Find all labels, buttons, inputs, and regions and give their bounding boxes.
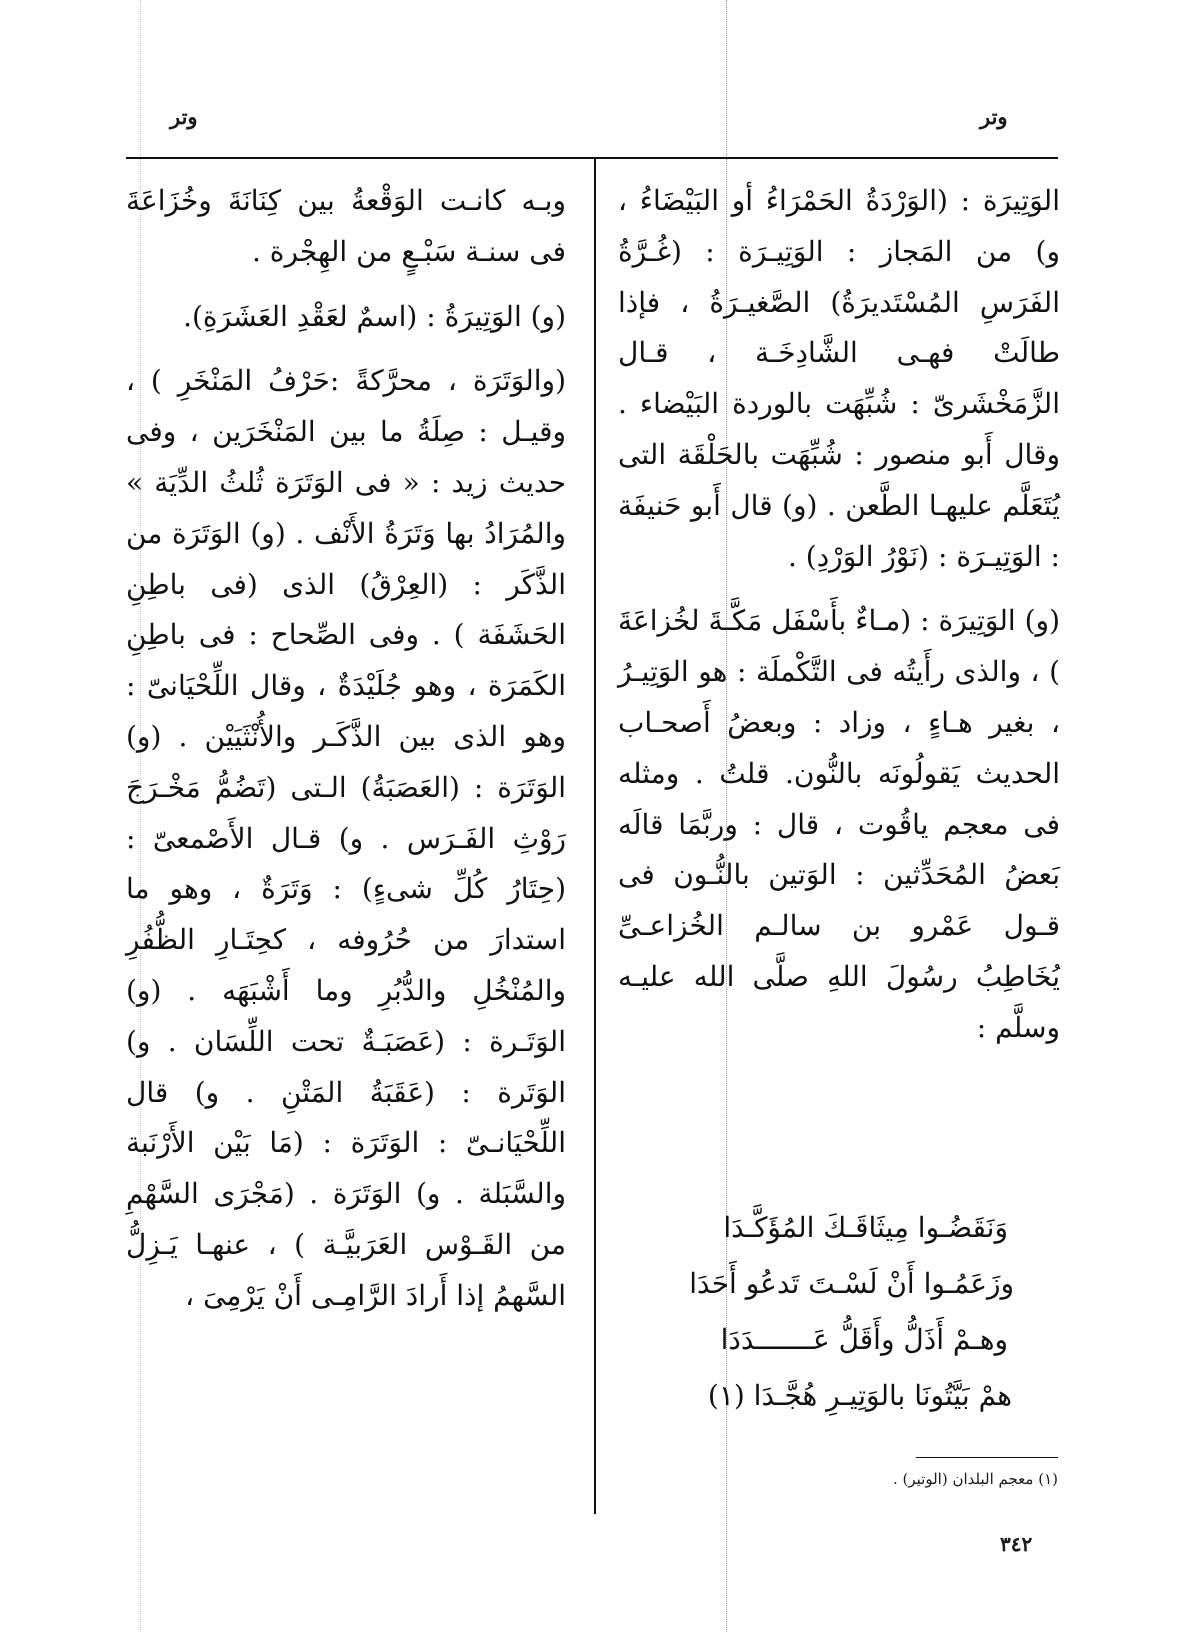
left-column bbox=[126, 176, 566, 1322]
header-rule bbox=[126, 157, 1058, 159]
footnote-rule bbox=[916, 1457, 1058, 1458]
running-head-left: وتر bbox=[170, 104, 198, 129]
poem-verses bbox=[640, 1200, 1030, 1424]
paragraph: وبـه كانـت الوَقْعةُ بين كِنَانَةَ وخُزَاعَةَ فى سنـة سَبْـعٍ من الهِجْرة . bbox=[126, 184, 566, 268]
verse-line: وَنَقَضُـوا مِيثَاقَـكَ المُؤَكَّـدَا bbox=[723, 1211, 1008, 1244]
right-column bbox=[618, 176, 1060, 1054]
column-divider bbox=[594, 158, 596, 1514]
verse-line: همْ بَيَّتُونَا بالوَتِيـرِ هُجَّـدَا (١) bbox=[707, 1379, 1012, 1412]
page-number: ٣٤٢ bbox=[1000, 1532, 1033, 1556]
paragraph: (والوَتَرَة ، محرَّكةً :حَرْفُ المَنْخَرِ ) ، وقيـل : صِلَةُ ما بين المَنْخَرَين ، وفى حديث زيد : « فى الوَتَرَة ثُلثُ الدِّيَة » والمُرَادُ بها وَتَرَةُ الأَنْف . (و) الوَتَرَة من الذَّكَر : (العِرْقُ) الذى (فى باطِنِ الحَشَفَة ) . وفى الصِّحاح : فى باطِنِ الكَمَرَة ، وهو جُلَيْدَةٌ ، وقال اللِّحْيَانىّ : وهو الذى بين الذَّكَـر والأُنْثَيَيْن . (و) الوَتَرَة : (العَصَبَةُ) الـتى (تَضُمُّ مَخْـرَجَ رَوْثِ الفَـرَس . و) قـال الأَصْمعىّ : (حِتَارُ كُلِّ شىءٍ) : وَتَرَةٌ ، وهو ما استدارَ من حُرُوفه ، كحِتَـارِ الظُّفُرِ والمُنْخُلِ والدُّبُرِ وما أَشْبَهَه . (و) الوَتَـرة : (عَصَبَـةٌ تحت اللِّسَان . و) الوَتَرة : (عَقَبَةُ المَتْنِ . و) قال اللِّحْيَانـىّ : الوَتَرَة : (مَا بَيْن الأَرْنَبة والسَّبَلة . و) الوَتَرَة . (مَجْرَى السَّهْمِ من القَـوْس العَرَبيَّـة ) ، عنهـا يَـزِلُّ السَّهمُ إذا أَرادَ الرَّامِـى أَنْ يَرْمِىَ ، bbox=[126, 364, 566, 1312]
paragraph: (و) الوَتِيرَةُ : (اسمٌ لعَقْدِ العَشَرَةِ). bbox=[183, 299, 566, 333]
verse-line: وزَعَمُـوا أَنْ لَسْـتَ تَدعُو أَحَدَا bbox=[689, 1267, 1014, 1300]
running-head-right: وتر bbox=[980, 104, 1008, 129]
paragraph: (و) الوَتِيرَة : (مـاءٌ بأَسْفَل مَكَّـةَ لخُزاعَةَ ) ، والذى رأَيتُه فى التَّكْملَة : هو الوَتِيـرُ ، بغير هـاءٍ ، وزاد : وبعضُ أَصحـاب الحديث يَقولُونَه بالنُّون. قلتُ . ومثله فى معجم ياقُوت ، قال : وربَّمَا قالَه بَعضُ المُحَدِّثين : الوَتين بالنُّـون فى قـول عَمْرو بن سالـم الخُزاعـىِّ يُخَاطِبُ رسُولَ اللهِ صلَّى الله عليـه وسلَّم : bbox=[618, 604, 1060, 1044]
footnote: (١) معجم البلدان (الوتير) . bbox=[892, 1470, 1058, 1488]
verse-line: وهـمْ أَذَلُّ وأَقَلُّ عَـــــــدَدَا bbox=[720, 1323, 1008, 1356]
paragraph: الوَتِيرَة : (الوَرْدَةُ الحَمْرَاءُ أو البَيْضَاءُ ، و) من المَجاز : الوَتِيـرَة : (غُـرَّةُ الفَرَسِ المُسْتَديرَةُ) الصَّغيـرَةُ ، فإذا طالَتْ فهـى الشَّادِخَـة ، قـال الزَّمَخْشَرىّ : شُبِّهَت بالوردة البَيْضاء . وقال أَبو منصور : شُبِّهَت بالحَلْقَة التى يُتَعَلَّم عليهـا الطَّعن . (و) قال أَبو حَنيفَة : الوَتِيـرَة : (نَوْرُ الوَرْدِ) . bbox=[618, 184, 1060, 573]
